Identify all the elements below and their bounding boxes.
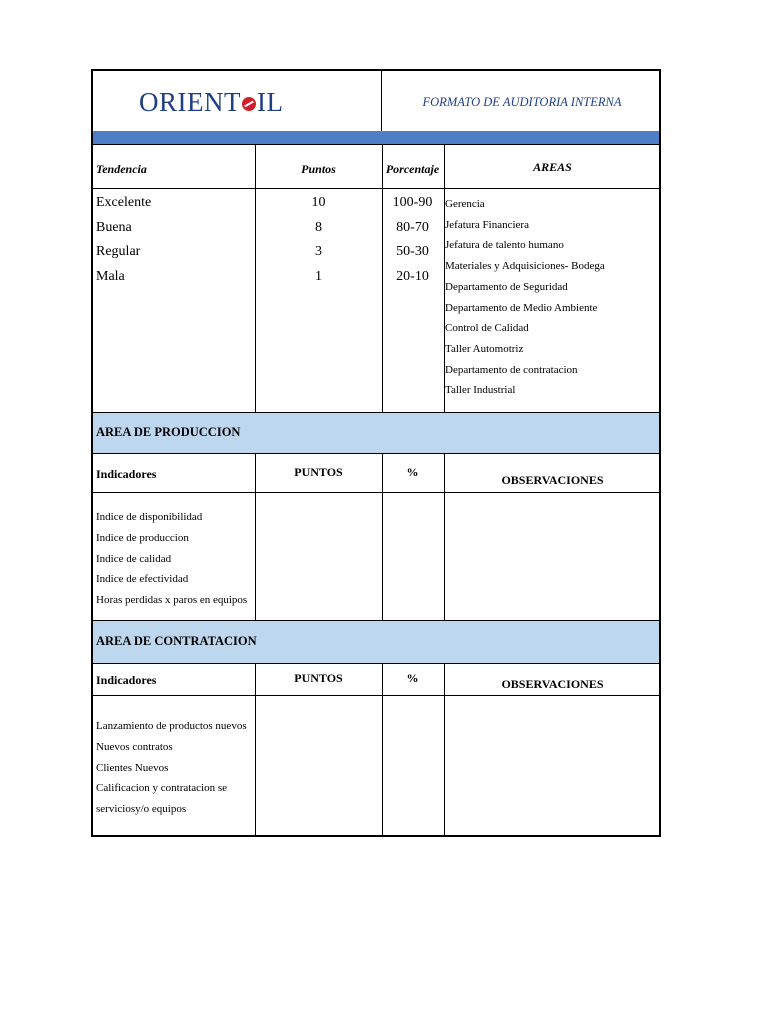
areas-list (445, 194, 605, 401)
indicator-item: Indice de disponibilidad (96, 511, 203, 523)
contratacion-col-indicadores: Indicadores (96, 673, 157, 687)
logo-text-left: ORIENT (139, 87, 241, 117)
rule (93, 144, 659, 145)
produccion-indicators (96, 507, 247, 611)
puntos-list (255, 191, 382, 289)
rule (255, 453, 256, 620)
rule (444, 453, 445, 620)
tendencia-excelente: Excelente (96, 195, 152, 210)
contratacion-title: AREA DE CONTRATACION (96, 634, 257, 648)
rule (255, 663, 256, 837)
logo-text-right: IL (256, 87, 284, 117)
rule (93, 188, 659, 189)
produccion-col-observaciones: OBSERVACIONES (501, 473, 604, 487)
rule (93, 695, 659, 696)
area-item: Gerencia (445, 198, 485, 210)
tendencia-mala: Mala (96, 268, 125, 284)
indicator-item: Clientes Nuevos (96, 761, 169, 774)
col-header-puntos: Puntos (301, 162, 336, 176)
contratacion-indicators (96, 716, 247, 820)
indicator-item: Horas perdidas x paros en equipos (96, 594, 248, 607)
puntos-excelente: 10 (311, 195, 326, 210)
area-item: Departamento de contratacion (445, 363, 578, 376)
rule (93, 453, 659, 454)
area-item: Jefatura Financiera (445, 218, 529, 231)
porcentaje-excelente: 100-90 (392, 195, 433, 210)
rule (444, 663, 445, 837)
form-title: FORMATO DE AUDITORIA INTERNA (422, 95, 622, 109)
area-item: Materiales y Adquisiciones- Bodega (445, 260, 605, 273)
porcentaje-buena: 80-70 (396, 219, 429, 235)
area-item: Taller Automotriz (445, 342, 524, 355)
produccion-col-puntos: PUNTOS (294, 465, 343, 479)
puntos-buena: 8 (315, 219, 322, 235)
rule (382, 663, 383, 837)
porcentaje-regular: 50-30 (396, 244, 429, 259)
audit-form-sheet (91, 69, 661, 837)
puntos-regular: 3 (315, 244, 322, 259)
area-item: Departamento de Medio Ambiente (445, 301, 598, 314)
porcentaje-list (382, 191, 443, 289)
indicator-item: Indice de calidad (96, 552, 172, 565)
col-header-areas: AREAS (533, 160, 572, 174)
indicator-item: Indice de efectividad (96, 573, 189, 586)
header-blue-band (93, 131, 659, 144)
indicator-item: serviciosy/o equipos (96, 803, 187, 816)
puntos-mala: 1 (315, 268, 322, 284)
indicator-item: Indice de produccion (96, 531, 189, 544)
contratacion-col-observaciones: OBSERVACIONES (501, 677, 604, 691)
porcentaje-mala: 20-10 (396, 268, 429, 284)
logo-oil-drop-icon (242, 97, 256, 111)
area-item: Jefatura de talento humano (445, 239, 564, 252)
rule (382, 453, 383, 620)
rule (93, 663, 659, 664)
area-item: Departamento de Seguridad (445, 280, 568, 293)
header-divider (381, 71, 382, 131)
col-header-tendencia: Tendencia (96, 162, 147, 176)
indicator-item: Nuevos contratos (96, 740, 173, 753)
indicator-item: Calificacion y contratacion se (96, 782, 228, 795)
indicator-item: Lanzamiento de productos nuevos (96, 720, 247, 732)
area-item: Control de Calidad (445, 322, 529, 335)
contratacion-col-porcentaje: % (406, 671, 419, 685)
produccion-col-indicadores: Indicadores (96, 467, 157, 481)
company-logo (139, 87, 283, 118)
produccion-title: AREA DE PRODUCCION (96, 425, 241, 439)
contratacion-col-puntos: PUNTOS (294, 671, 343, 685)
area-item: Taller Industrial (445, 384, 516, 397)
tendencia-list (96, 191, 151, 289)
produccion-col-porcentaje: % (406, 465, 419, 479)
rule (93, 492, 659, 493)
tendencia-regular: Regular (96, 244, 141, 259)
col-header-porcentaje: Porcentaje (385, 162, 440, 176)
tendencia-buena: Buena (96, 219, 132, 235)
